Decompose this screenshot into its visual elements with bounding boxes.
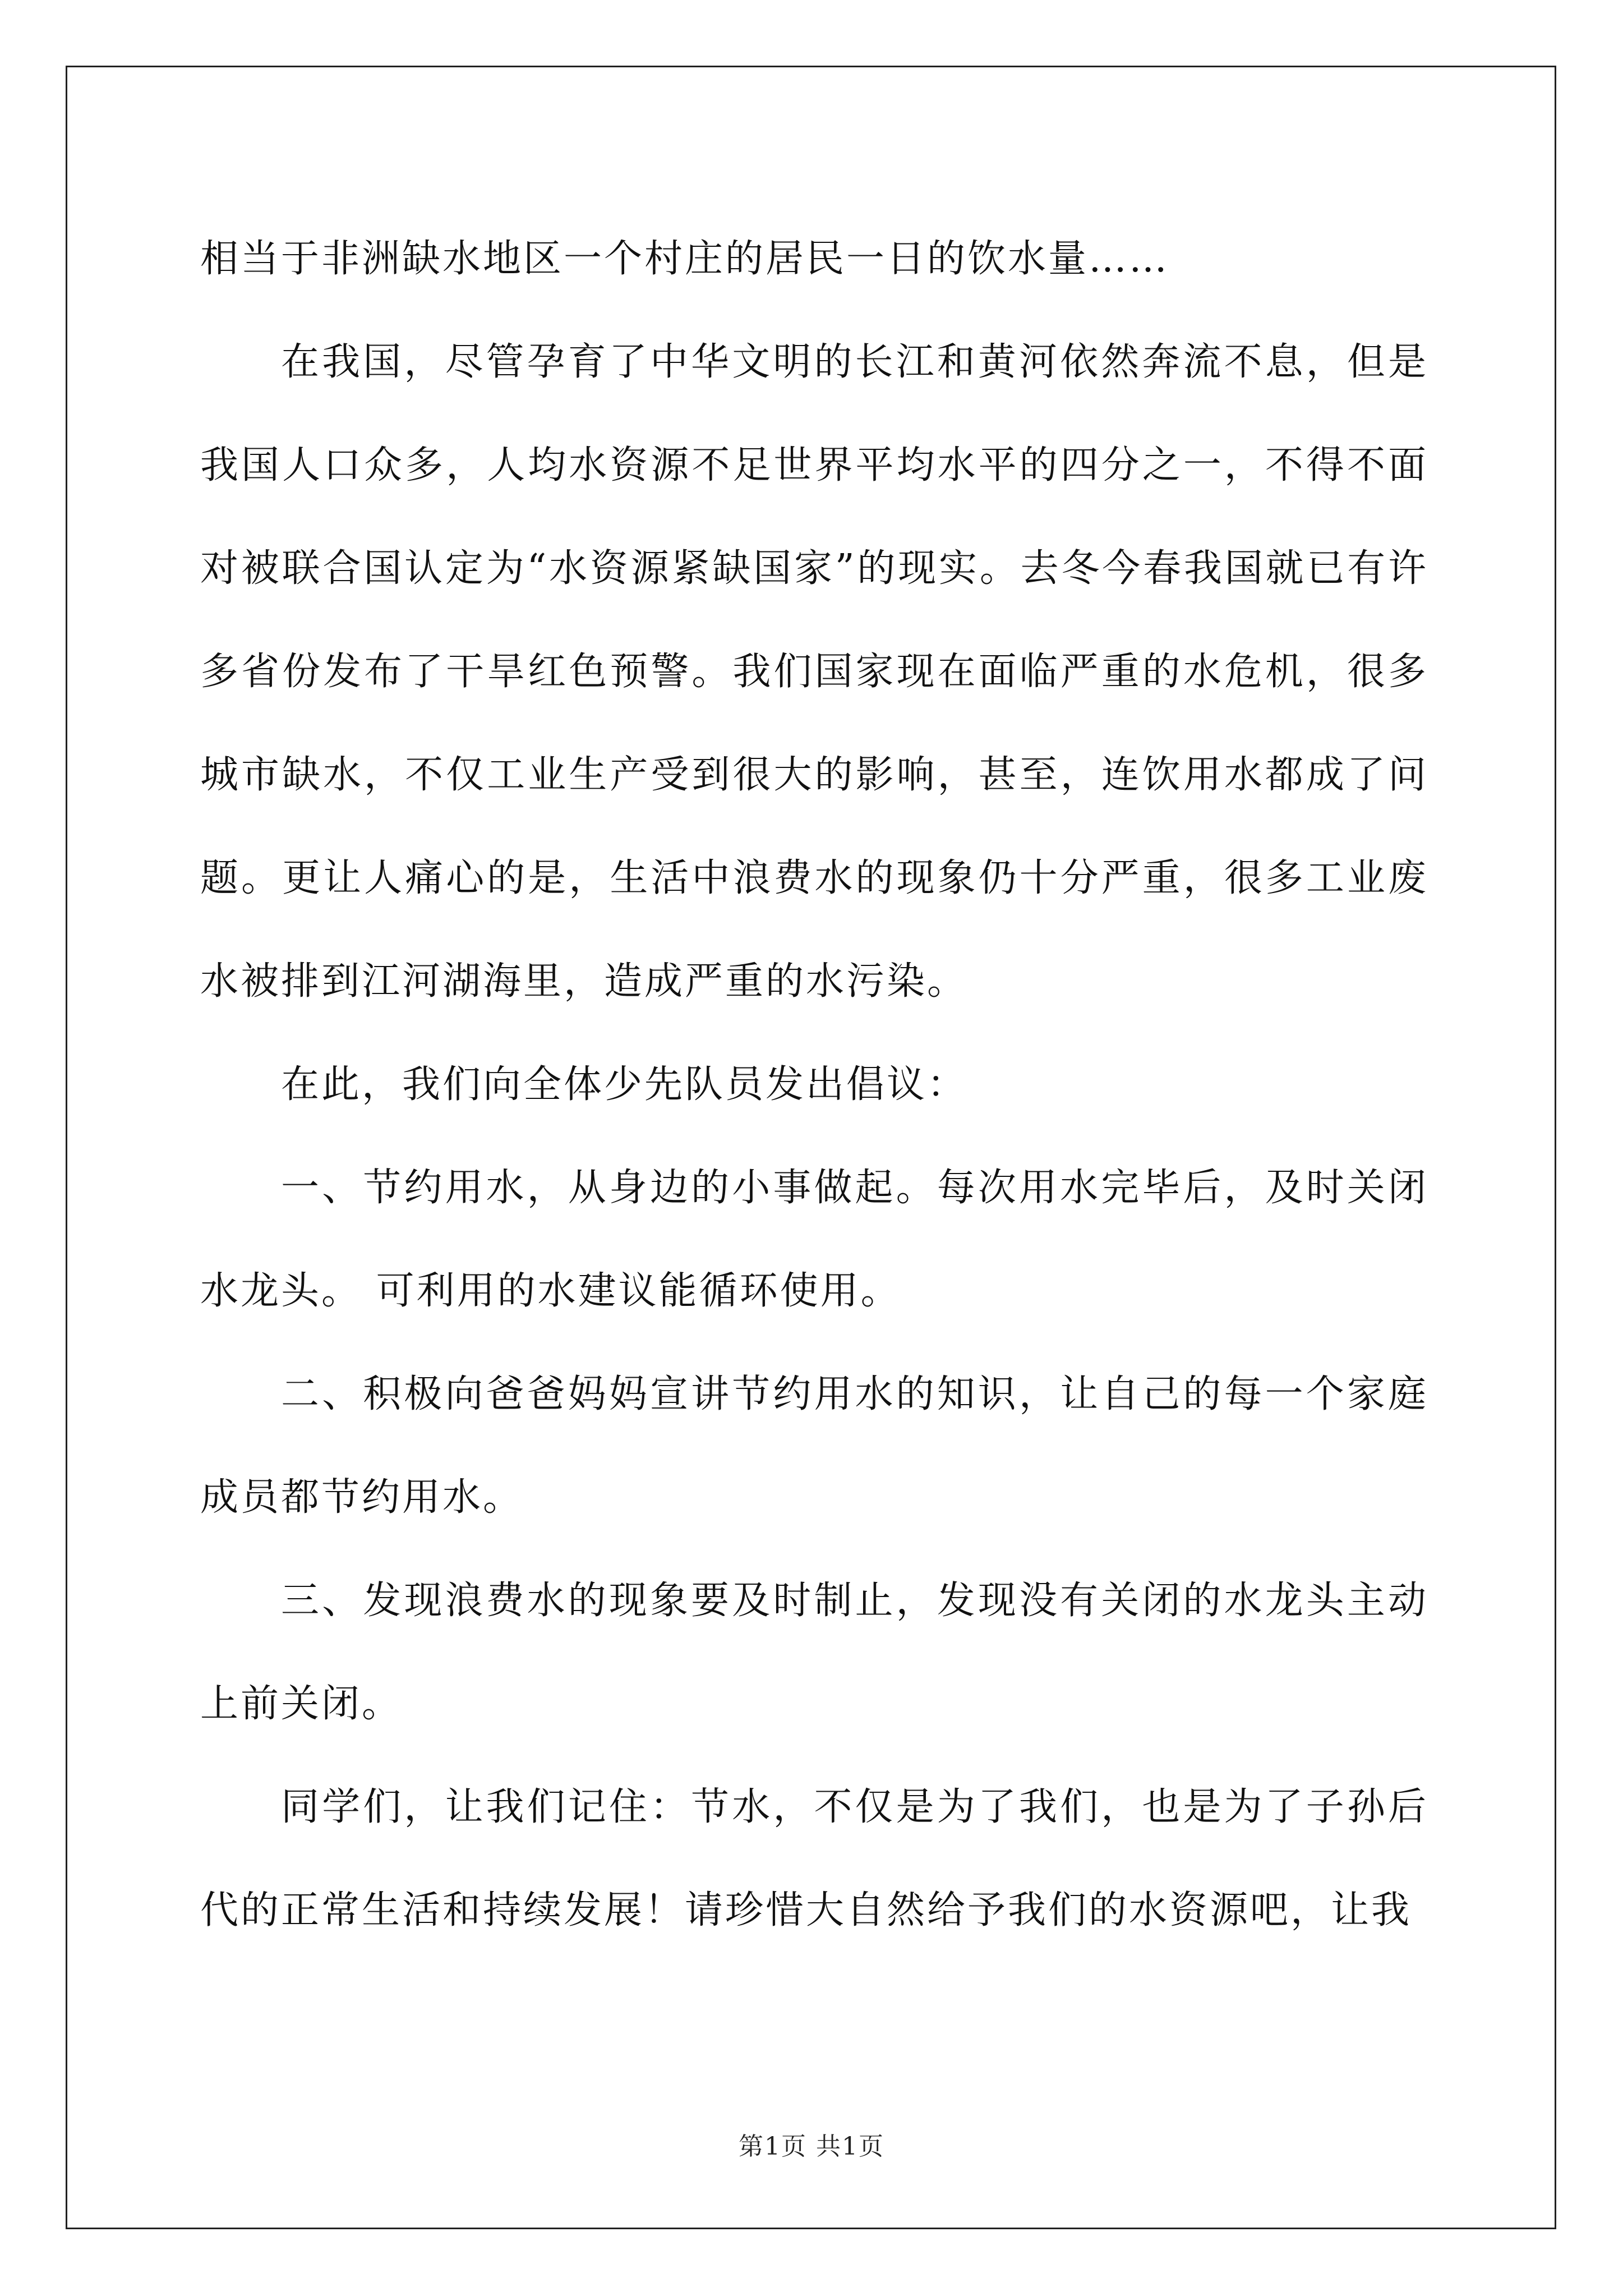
document-body — [200, 208, 1428, 1962]
paragraph-water-situation: 在我国，尽管孕育了中华文明的长江和黄河依然奔流不息，但是我国人口众多，人均水资源不足世界平均水平的四分之一，不得不面对被联合国认定为“水资源紧缺国家”的现实。去冬今春我国就已有许多省份发布了干旱红色预警。我们国家现在面临严重的水危机，很多城市缺水，不仅工业生产受到很大的影响，甚至，连饮用水都成了问题。更让人痛心的是，生活中浪费水的现象仍十分严重，很多工业废水被排到江河湖海里，造成严重的水污染。 — [200, 340, 1428, 1004]
paragraph-continued: 相当于非洲缺水地区一个村庄的居民一日的饮水量…… — [200, 237, 1170, 281]
paragraph-closing: 同学们，让我们记住：节水，不仅是为了我们，也是为了子孙后代的正常生活和持续发展！请珍惜大自然给予我们的水资源吧，让我 — [200, 1785, 1428, 1932]
page-footer: 第1页 共1页 — [739, 2132, 884, 2161]
paragraph-proposal-one: 一、节约用水，从身边的小事做起。每次用水完毕后，及时关闭水龙头。 可利用的水建议能循环使用。 — [200, 1166, 1428, 1313]
paragraph-proposal-three: 三、发现浪费水的现象要及时制止，发现没有关闭的水龙头主动上前关闭。 — [200, 1579, 1428, 1726]
paragraph-proposal-two: 二、积极向爸爸妈妈宣讲节约用水的知识，让自己的每一个家庭成员都节约用水。 — [200, 1372, 1428, 1520]
paragraph-proposal-intro: 在此，我们向全体少先队员发出倡议： — [281, 1062, 968, 1107]
